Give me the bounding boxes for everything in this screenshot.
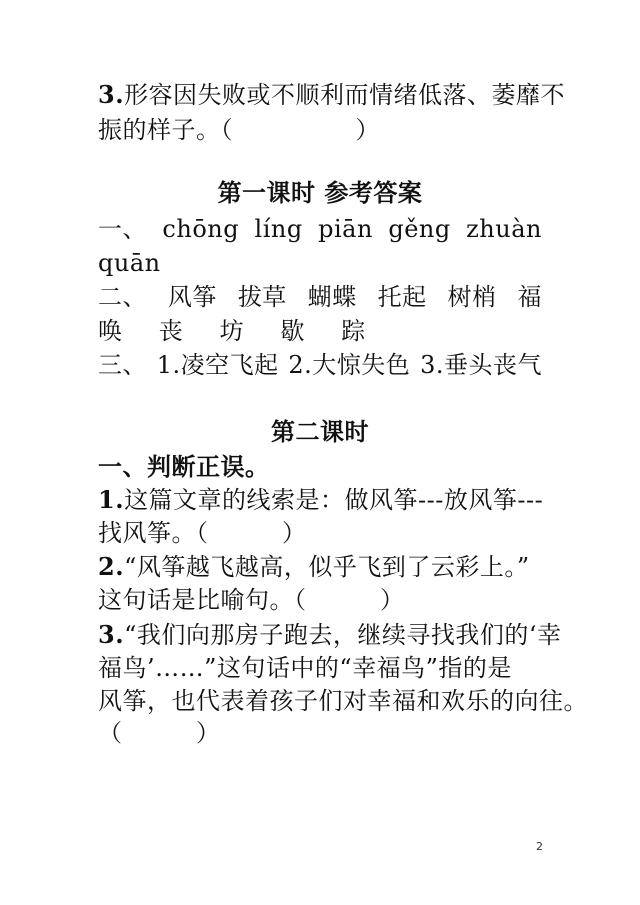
pinyin-item: chōng — [162, 215, 240, 243]
idiom-item: 1.凌空飞起 — [156, 351, 279, 379]
prev-question-3-line2: 振的样子。（ ） — [98, 116, 380, 144]
section-heading: 一、判断正误。 — [98, 452, 270, 481]
question-2-line1 — [98, 552, 530, 582]
word-item: 踪 — [341, 317, 366, 345]
answer-prefix: 二、 — [98, 283, 147, 311]
word-item: 树梢 — [447, 283, 497, 311]
question-3-line2: 福鸟’……”这句话中的“幸福鸟”指的是 — [98, 654, 512, 682]
answer-prefix: 三、 — [98, 351, 147, 379]
word-item: 蝴蝶 — [307, 283, 357, 311]
word-item: 拔草 — [237, 283, 287, 311]
question-1-line1 — [98, 485, 543, 515]
question-3-line1 — [98, 620, 561, 650]
word-item: 托起 — [377, 283, 427, 311]
answer-words-row — [98, 282, 542, 312]
question-text: “我们向那房子跑去，继续寻找我们的‘幸 — [124, 621, 562, 649]
answer-idioms-row — [98, 350, 542, 380]
word-item: 坊 — [219, 317, 245, 345]
idiom-item: 3.垂头丧气 — [420, 351, 542, 379]
answer-prefix: 一、 — [98, 215, 147, 243]
lesson2-title: 第二课时 — [271, 417, 369, 446]
words-continuation-row — [98, 316, 366, 346]
pinyin-item: gěng — [388, 215, 451, 243]
prev-question-3-line1 — [98, 80, 565, 110]
word-item: 唤 — [98, 317, 123, 345]
question-text: “风筝越飞越高，似乎飞到了云彩上。” — [124, 553, 530, 581]
word-item: 丧 — [158, 317, 184, 345]
question-1-line2: 找风筝。（ ） — [98, 519, 307, 547]
answer-pinyin-row — [98, 214, 542, 244]
pinyin-item: zhuàn — [466, 215, 542, 243]
question-2-line2: 这句话是比喻句。（ ） — [98, 586, 405, 614]
question-text: 形容因失败或不顺利而情绪低落、萎靡不 — [124, 81, 566, 109]
word-item: 歇 — [280, 317, 305, 345]
question-number: 3. — [98, 80, 125, 109]
idiom-item: 2.大惊失色 — [288, 351, 411, 379]
pinyin-item: líng — [254, 215, 303, 243]
word-item: 福 — [517, 283, 542, 311]
question-number: 2. — [98, 552, 125, 581]
page-number: 2 — [536, 840, 543, 853]
pinyin-item: piān — [318, 215, 373, 243]
question-number: 1. — [98, 485, 125, 514]
answers-title: 第一课时 参考答案 — [217, 178, 423, 207]
question-text: 这篇文章的线索是：做风筝---放风筝--- — [124, 486, 544, 514]
question-3-line3: 风筝，也代表着孩子们对幸福和欢乐的向往。 — [98, 687, 588, 715]
question-3-line4: （ ） — [98, 719, 221, 747]
question-number: 3. — [98, 620, 125, 649]
pinyin-continuation: quān — [98, 249, 161, 277]
word-item: 风筝 — [167, 283, 217, 311]
